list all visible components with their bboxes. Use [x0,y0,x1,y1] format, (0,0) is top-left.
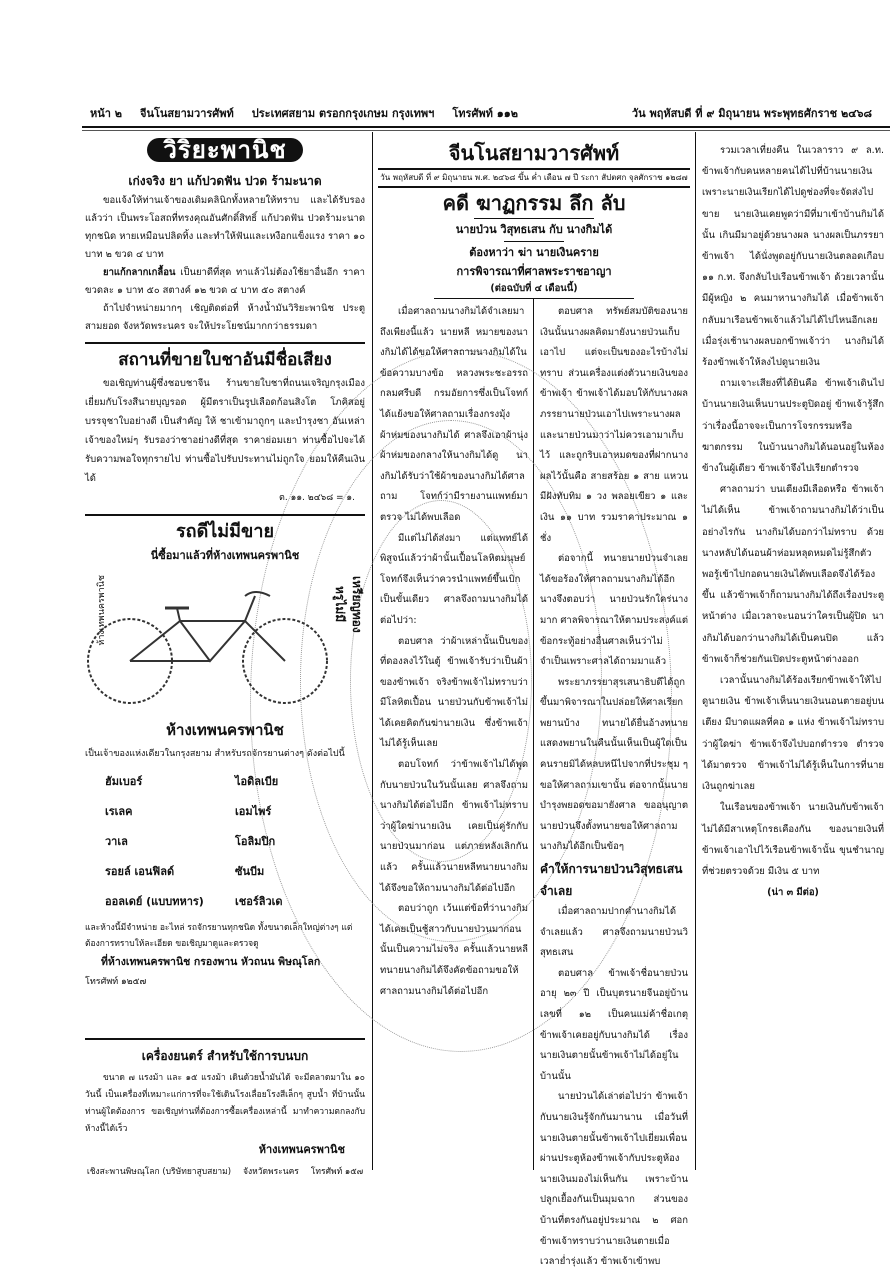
center-article [378,138,690,299]
paper-name: จีนโนสยามวารศัพท์ [140,107,234,120]
ad-signature: ต. ๑๑. ๒๔๖๘ = ๑. [279,493,355,503]
subheadline: นายป่วน วิสุทธเสน กับ นางกิมได้ [455,223,613,236]
brand-item: รอยล์ เอนฟิลด์ [105,865,175,878]
brand-item: วาเล [105,835,128,848]
bicycle-illustration [85,566,365,716]
brand-item: เชอร์ลิวเด [235,895,283,908]
ad-footer: ถ้าไปจำหน่ายมากๆ เชิญติดต่อที่ ห้างน้ำมันวิริยะพานิช ประตูสามยอด จังหวัดพระนคร จะให้ประโยชน์มากกว่าธรรมดา [85,303,365,332]
article-paragraph: ตอบศาล ข้าพเจ้าชื่อนายป่วนอายุ ๒๓ ปี เป็นบุตรนายจีนอยู่บ้านเลขที่ ๑๒ เป็นคนแม่ค้าชื่อเกตุ ข้าพเจ้าเคยอยู่กับนางกิมได้ เรื่องนายเงินตายนั้นข้าพเจ้าไม่ได้อยู่ในบ้านนั้น [540,967,688,1082]
article-paragraph: ตอบศาล ทรัพย์สมบัติของนายเงินนั้นนางผลคิดมายังนายป่วนเก็บเอาไป แต่จะเป็นของอะไรบ้างไม่ทราบ ส่วนเครื่องแต่งตัวนายเงินของข้าพเจ้า ข้าพเจ้าได้มอบให้กับนางผลภรรยานายป่วนเอาไปเพราะนางผลและนายป่วนมาว่าไม่ควรเอามาเก็บไว้ และถูกริบเอาหมดของที่ฝากนางผลไว้นั้นคือ สายสร้อย ๑ สาย แหวนมีฝังทับทิม ๑ วง พลอยเขียว ๑ และเงิน ๑๑ บาท รวมราคาประมาณ ๑ ชั่ง [540,306,688,544]
header-rule [82,126,890,128]
article-paragraph: เวลานั้นนางกิมได้ร้องเรียกข้าพเจ้าให้ไปดูนายเงิน ข้าพเจ้าเห็นนายเงินนอนตายอยู่บนเตียง มีบาดแผลที่คอ ๑ แห่ง ข้าพเจ้าไม่ทราบว่าผู้ใดฆ่า ข้าพเจ้าจึงไปบอกตำรวจ ตำรวจได้มาตรวจ ข้าพเจ้าไม่ได้รู้เห็นในการที่นายเงินถูกฆ่าเลย [702,675,884,793]
masthead: จีนโนสยามวารศัพท์ [448,141,620,165]
ad-footer: และห้างนี้มีจำหน่าย อะไหล่ รถจักรยานทุกชนิด ทั้งขนาดเล็กใหญ่ต่างๆ แต่ [85,923,353,933]
headline: คดี ฆาฏกรรม ลึก ลับ [442,191,626,215]
shop-address: ที่ห้างเทพนครพานิช กรองพาน หัวถนน พิษณุโลก [101,956,321,968]
shop-address: เชิงสะพานพิษณุโลก (บริษัทยาสูบสยาม) [86,1167,232,1177]
phone-number: โทรศัพท์ ๑๑๒ [452,107,518,120]
column-divider [372,132,373,1170]
brand-item: ออลเดย์ (แบบทหาร) [105,895,204,908]
right-column [702,140,884,903]
brand-item: ซันบีม [235,865,265,878]
ad-title: เครื่องยนตร์ สำหรับใช้การบนบก [141,1049,309,1063]
brand-logo: วิริยะพานิช [147,138,302,162]
ad-tagline: เก่งจริง ยา แก้ปวดฟัน ปวด ร้ามะนาด [128,174,322,188]
article-paragraph: พระยาภรรยาสุรเสนาธิบดีได้ถูกขึ้นมาพิจารณาในปล่อยให้ศาลเรียกพยานบ้าง ทนายได้ยื่นอ้างทนายแสดงพยานในคืนนั้นเห็นเป็นผู้ใดเป็นคนรายมิได้หลบหนีไปจากที่ประชุม ๆ ขอให้ศาลถามเขานั้น ต่อจากนั้นนายบำรุงพยอดขอมายังศาล ขออนุญาตนายป่วนจึงตั้งทนายขอให้ศาลถามนางกิมได้อีกเป็นข้อๆ [540,676,688,853]
brand-item: ไอดิลเบีย [235,775,279,788]
section-rule [85,342,365,344]
article-column-b [534,302,694,1273]
brand-item: เอมไพร์ [235,805,272,818]
brand-item: เรเลค [105,805,133,818]
article-paragraph: ตอบว่าถูก เว้นแต่ข้อที่ว่านางกิมได้เคยเป็นชู้สาวกับนายป่วนมาก่อนนั้นเป็นความไม่จริง ครั้นแล้วนายหลีทนายนางกิมได้จึงคัดข้อถามขอให้ศาลถามนางกิมได้ต่อไปอีก [380,903,528,997]
shop-phone: โทรศัพท์ ๑๕๗ [310,1167,364,1177]
section-rule [434,298,634,299]
article-paragraph: มีแต่ไม่ได้ส่งมา แต่แพทย์ได้พิสูจน์แล้วว่าผ้านั้นเปื้อนโลหิตมนุษย์ โจทก์จึงเห็นว่าควรนำแพทย์ขึ้นเบิกเป็นขั้นเดียว ศาลจึงถามนางกิมได้ต่อไปว่า: [380,532,528,626]
shop-address-line [85,1162,365,1182]
ad-subbody: เป็นยาดีที่สุด ทาแล้วไม่ต้องใช้ยาอื่นอีก ราคาขวดละ ๑ บาท ๕๐ สตางค์ ๑๒ ขวด ๔ บาท ๕๐ สตางค์ [85,267,365,296]
bicycle-icon [85,566,365,716]
shop-phone: โทรศัพท์ ๑๒๕๗ [85,977,147,987]
left-column [85,138,365,1182]
printer-address: ประเทศสยาม ตรอกกรุงเกษม กรุงเทพฯ [251,107,435,120]
vertical-label: เหรียญทอง [350,576,364,633]
article-paragraph: นายป่วนได้เล่าต่อไปว่า ข้าพเจ้ากับนายเงินรู้จักกันมานาน เมื่อวันที่นายเงินตายนั้นข้าพเจ้าไปเยี่ยมเพื่อน ผ่านประตูห้องข้าพเจ้ากับประตูห้องนายเงินมองไม่เห็นกัน เพราะบ้านปลูกเยื้องกันเป็นมุมฉาก ส่วนของบ้านที่ตรงกันอยู่ประมาณ ๒ ศอก ข้าพเจ้าทราบว่านายเงินตายเมื่อเวลาย่ำรุ่งแล้ว ข้าพเจ้าเข้าพบ [540,1091,688,1268]
article-paragraph: เมื่อศาลถามนางกิมได้จำเลยมาถึงเพียงนี้แล้ว นายหลี หมายของนางกิมได้ได้ขอให้ศาลถามนางกิมได้ในข้อความบางข้อ หลวงพระชะอรรถกลมศรีบดี กรมอัยการซึ่งเป็นโจทก์ได้แย้งขอให้ศาลถามเรื่องกรงมุ้งผ้าห่มของนางกิมได้ ศาลจึงเอาผ้านุ่งผ้าห่มของกลางให้นางกิมได้ดู นางกิมได้รับว่าใช้ผ้าของนางกิมได้ศาลถาม โจทก์ว่ามีรายงานแพทย์มาตรวจ ไม่ได้พบเลือด [380,306,528,523]
subheadline: ต้องหาว่า ฆ่า นายเงินคราย [469,246,599,259]
ad-body: ขนาด ๗ แรงม้า และ ๑๕ แรงม้า เดินด้วยน้ำมันได้ จะมีตลาดมาใน ๑๐ วันนี้ เป็นเครื่องที่เหมาะแก่การที่จะใช้เดินโรงเลื่อยโรงสีเล็กๆ สูบน้ำ ที่บ้านนั้นท่านผู้ใดต้องการ ขอเชิญท่านที่ต้องการซื้อเครื่องเหล่านี้ มาทำความตกลงกับห้างนี้ได้เร็ว [85,1073,365,1134]
article-paragraph: ตอบโจทก์ ว่าข้าพเจ้าไม่ได้พูดกับนายป่วนในวันนั้นเลย ศาลจึงถามนางกิมได้ต่อไปอีก ข้าพเจ้าไม่ทราบว่าผู้ใดฆ่านายเงิน เคยเป็นคู่รักกับนายป่วนมาก่อน แต่ภายหลังเลิกกันแล้ว ครั้นแล้วนายหลีทนายนางกิมได้จึงขอให้ถามนางกิมได้ต่อไปอีก [380,759,528,894]
ad-body: ขอแจ้งให้ท่านเจ้าของเดิมคลินิกทั้งหลายให้ทราบ และได้รับรองแล้วว่า เป็นพระโอสถที่ทรงคุณอันศักดิ์สิทธิ์ แก้ปวดฟัน ปวดร้ามะนาด ทุกชนิด หายเหมือนปลิดทิ้ง และทำให้ฟันและเหงือกแข็งแรง ราคา ๑๐ บาท ๒ ขวด ๔ บาท [85,195,365,260]
article-paragraph: ในเรือนของข้าพเจ้า นายเงินกับข้าพเจ้าไม่ได้มีสาเหตุโกรธเคืองกัน ของนายเงินที่ข้าพเจ้าเอาไปไว้เรือนข้าพเจ้านั้น ขุนชำนาญที่ช่วยตรวจด้วย มีเงิน ๕ บาท [702,802,884,877]
article-paragraph: ถามเจาะเสียงที่ได้ยินคือ ข้าพเจ้าเดินไปบ้านนายเงินเห็นบานประตูปิดอยู่ ข้าพเจ้ารู้สึกว่าเรื่องนี้อาจจะเป็นการโจรกรรมหรือฆาตกรรม ในบ้านนางกิมได้นอนอยู่ในห้องข้างในผู้เดียว ข้าพเจ้าจึงไปเรียกตำรวจ [702,378,884,475]
ad-title: รถดีไม่มีขาย [176,521,274,542]
article-column-a [374,302,534,1273]
bicycle-brand-list [85,772,365,912]
shop-name: ห้างเทพนครพานิช [166,721,284,739]
article-paragraph: ศาลถามว่า บนเตียงมีเลือดหรือ ข้าพเจ้าไม่ได้เห็น ข้าพเจ้าถามนางกิมได้ว่าเป็นอย่างไรกัน นางกิมได้บอกว่าไม่ทราบ ด้วยนางหลับได้นอนผ้าห่อมหลุดหมดไม่รู้สึกตัว พอรู้เข้าไปกอดนายเงินได้พบเลือดจึงได้ร้องขึ้น แล้วข้าพเจ้าก็ถามนางกิมได้ถึงเรื่องประตูหน้าต่าง เมื่อเวลาจะนอนว่าใครเป็นผู้ปิด นางกิมได้บอกว่านางกิมได้เป็นคนปิด แล้วข้าพเจ้าก็ช่วยกันเปิดประตูหน้าต่างออก [702,484,884,665]
article-paragraph: รวมเวลาเที่ยงคืน ในเวลาราว ๙ ล.ท. ข้าพเจ้ากับคนหลายคนได้ไปที่บ้านนายเงิน เพราะนายเงินเรียกได้ไปดูช่องที่จะจัดส่งไปขาย นายเงินเคยพูดว่ามีที่มาเข้าบ้านกิมได้นั้น เกินมีมาอยู่ด้วยนางผล นางผลเป็นภรรยาข้าพเจ้า ได้นั่งพูดอยู่กับนายเงินตลอดเกือบ ๑๑ ก.ท. จึงกลับไปเรือนข้าพเจ้า ด้วยเวลานั้นมีผู้หญิง ๒ คนมาหานางกิมได้ เมื่อข้าพเจ้ากลับมาเรือนข้าพเจ้าแล้วไม่ได้ไปไหนอีกเลย เมื่อรุ่งเช้านางผลบอกข้าพเจ้าว่า นางกิมได้ร้องข้าพเจ้าให้ลงไปดูนายเงิน [702,145,884,369]
ad-intro: เป็นเจ้าของแห่งเดียวในกรุงสยาม สำหรับรถจักรยานต่างๆ ดังต่อไปนี้ [85,749,345,759]
shop-province: จังหวัดพระนคร [243,1167,299,1177]
issue-date: วัน พฤหัสบดี ที่ ๙ มิถุนายน พระพุทธศักราช ๒๔๖๘ [631,107,872,120]
dateline: วัน พฤหัสบดี ที่ ๙ มิถุนายน พ.ศ. ๒๔๖๘ ขึ้น ค่ำ เดือน ๗ ปี ระกา สัปตศก จุลศักราช ๑๒๘๗ [378,168,690,188]
article-columns [374,302,694,1273]
article-paragraph: ตอบศาล ว่าผ้าเหล่านั้นเป็นของที่ดองลงไว้ในตู้ ข้าพเจ้ารับว่าเป็นผ้าของข้าพเจ้า จริงข้าพเจ้าไม่ทราบว่ามีโลหิตเปื้อน นายป่วนกับข้าพเจ้าไม่ได้เคยคิดกันฆ่านายเงิน ซึ่งข้าพเจ้าไม่ได้รู้เห็นเลย [380,635,528,750]
section-rule [85,1038,365,1040]
brand-item: ฮัมเบอร์ [105,775,143,788]
ad-subtitle: นี่ซื้อมาแล้วที่ห้างเทพนครพานิช [150,549,300,562]
ad-body: ขอเชิญท่านผู้ซึ่งชอบชาจีน ร้านขายใบชาที่ถนนเจริญกรุงเมืองเยี่ยมกับโรงสีนายบุญรอด ผู้มีตราเป็นรูปเลือดก้อนสิงโต โภคิสอยู่ บรรจุชาใบอย่างดี เป็นสำคัญ ให้ ชาเข้ามาถูกๆ และบำรุงชา อันเหล่าเจ้าของใหม่ๆ รับรองว่าชาอย่างดีที่สุด ราคาย่อมเยา ท่านซื้อไปจะได้รับความพอใจทุกรายไป ท่านซื้อไปรับประทานไม่ถูกใจ ยอมให้คืนเงินได้ [85,378,365,484]
article-paragraph: ต่อจากนี้ ทนายนายป่วนจำเลยได้ขอร้องให้ศาลถามนางกิมได้อีก นางจึงตอบว่า นายป่วนรักใคร่นางมาก ศาลพิจารณาให้ตามประสงค์แต่ข้อกระทู้อย่างอื่นศาลเห็นว่าไม่จำเป็นเพราะศาลได้ถามมาแล้ว [540,553,688,668]
running-header [90,100,890,126]
brand-item: โอลิมปิก [235,835,276,848]
column-divider [695,132,696,1170]
article-paragraph: เมื่อศาลถามปากคำนางกิมได้จำเลยแล้ว ศาลจึงถามนายป่วนวิสุทธเสน [540,906,688,959]
ad-footer: ต้องการทราบให้ละเอียด ขอเชิญมาดูและตรวจดู [85,939,259,949]
shop-name: ห้างเทพนครพานิช [258,1143,345,1156]
section-rule [85,514,365,516]
ad-subheading: ยาแก้กลากเกลื้อน [103,267,176,278]
page-number: หน้า ๒ [90,107,123,120]
continued-note: (น่า ๓ มีต่อ) [767,887,819,899]
margin-label: ห้างเทพนครพานิช [97,575,107,646]
ad-title: สถานที่ขายใบชาอันมีชื่อเสียง [118,350,332,370]
section-heading: คำให้การนายป่วนวิสุทธเสนจำเลย [540,862,683,899]
header-rule-thin [82,130,890,131]
continued-note: (ต่อฉบับที่ ๔ เดือนนี้) [490,283,578,294]
vertical-label: หรูไม่มี [333,586,347,623]
subheadline: การพิจารณาที่ศาลพระราชอาญา [456,265,612,278]
